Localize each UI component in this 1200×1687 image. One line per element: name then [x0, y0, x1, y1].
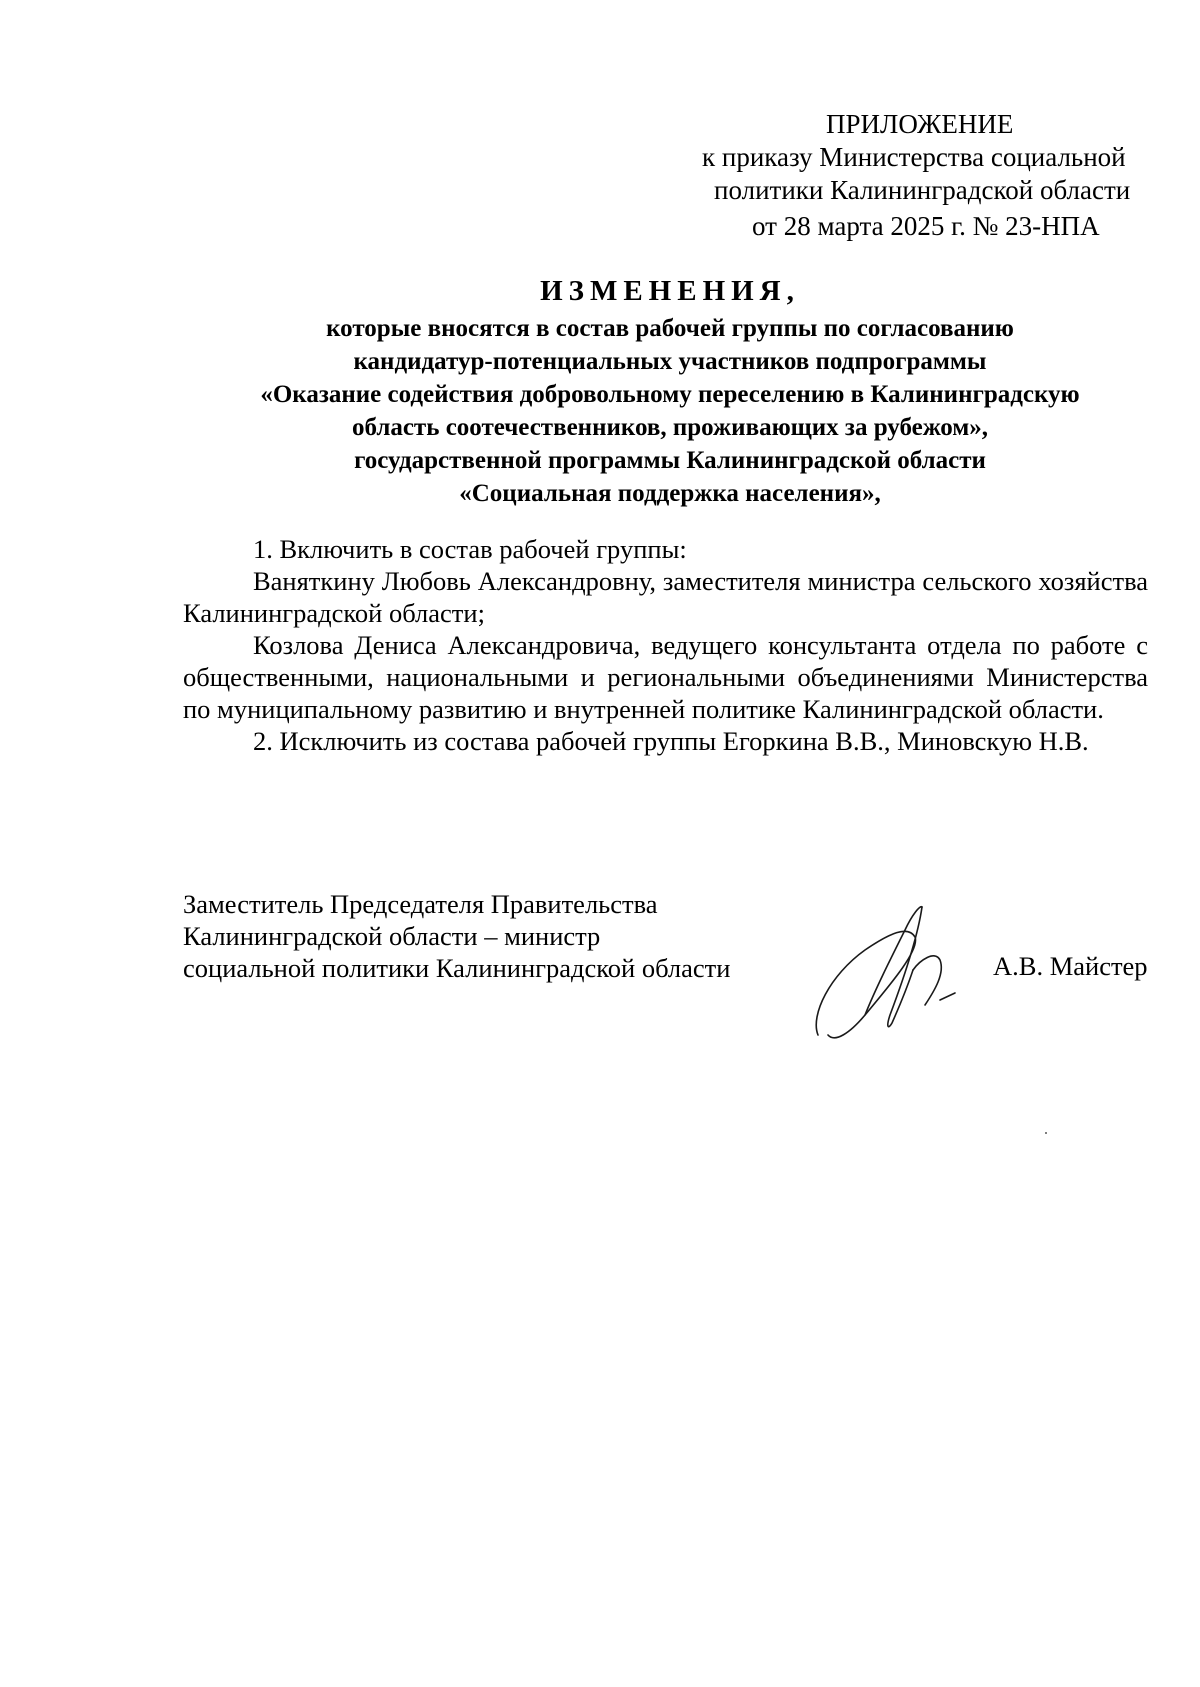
paragraph-include: 1. Включить в состав рабочей группы: — [253, 534, 687, 564]
document-body — [183, 533, 1148, 757]
appendix-header — [690, 108, 1160, 243]
paragraph-exclude: 2. Исключить из состава рабочей группы Егоркина В.В., Миновскую Н.В. — [253, 726, 1089, 756]
title-line: которые вносятся в состав рабочей группы по согласованию — [326, 315, 1014, 342]
document-title — [180, 272, 1160, 510]
appendix-title: ПРИЛОЖЕНИЕ — [826, 109, 1014, 139]
signatory-name: А.В. Майстер — [993, 951, 1148, 981]
title-line: государственной программы Калининградской области — [354, 447, 986, 474]
title-line: «Социальная поддержка населения», — [459, 480, 881, 507]
position-line: социальной политики Калининградской области — [183, 953, 731, 983]
title-heading: ИЗМЕНЕНИЯ, — [540, 275, 800, 307]
title-line: область соотечественников, проживающих за рубежом», — [351, 414, 989, 441]
paragraph-member-kozlov: Козлова Дениса Александровича, ведущего консультанта отдела по работе с общественными, национальными и региональными объединениями Министерства по муниципальному развитию и внутренней политике Калининградской области. — [183, 630, 1148, 724]
signatory-position — [183, 888, 730, 984]
paragraph-member-vanyatkina: Ваняткину Любовь Александровну, заместителя министра сельского хозяйства Калининградской области; — [183, 566, 1148, 628]
title-line: кандидатур-потенциальных участников подпрограммы — [353, 348, 987, 375]
appendix-ministry: политики Калининградской области — [714, 175, 1131, 205]
appendix-date-number: от 28 марта 2025 г. № 23-НПА — [752, 211, 1100, 241]
position-line: Заместитель Председателя Правительства — [183, 889, 658, 919]
scan-speck — [1045, 1132, 1047, 1134]
handwritten-signature — [810, 895, 970, 1045]
position-line: Калининградской области – министр — [183, 921, 601, 951]
title-subtitle — [180, 312, 1160, 510]
title-line: «Оказание содействия добровольному переселению в Калининградскую — [260, 381, 1080, 408]
appendix-order-ref: к приказу Министерства социальной — [702, 142, 1126, 172]
